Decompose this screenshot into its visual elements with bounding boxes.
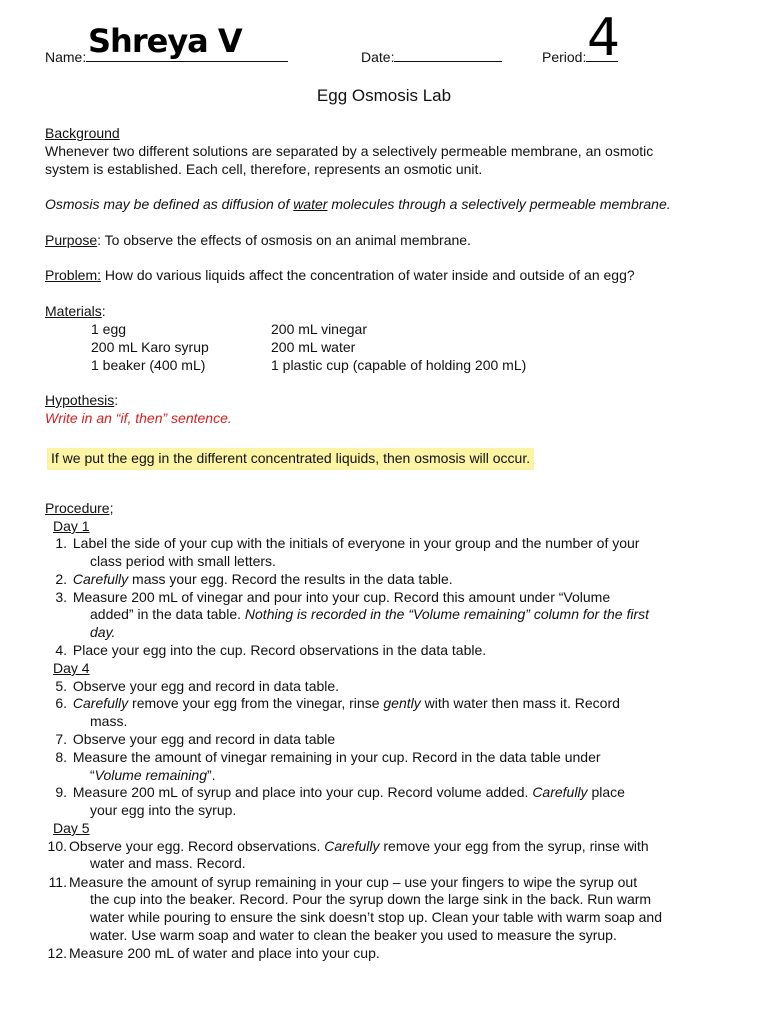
material-left-3: 1 beaker (400 mL) bbox=[91, 357, 206, 373]
step-3-cont: added” in the data table. Nothing is recorded in the “Volume remaining” column for the first bbox=[90, 606, 650, 622]
page-title: Egg Osmosis Lab bbox=[316, 86, 452, 105]
step-2: 2. Carefully mass your egg. Record the results in the data table. bbox=[55, 571, 453, 587]
step-5: 5. Observe your egg and record in data table. bbox=[55, 678, 340, 694]
step-9: 9. Measure 200 mL of syrup and place into your cup. Record volume added. Carefully place bbox=[55, 784, 625, 800]
day-5-heading: Day 5 bbox=[53, 820, 90, 836]
step-11-cont-1: the cup into the beaker. Record. Pour the syrup down the large sink in the back. Run warm bbox=[90, 891, 652, 907]
definition-part-1: Osmosis may be defined as diffusion of bbox=[45, 196, 294, 212]
hypothesis-answer: If we put the egg in the different concentrated liquids, then osmosis will occur. bbox=[47, 448, 534, 470]
step-11-cont-2: water while pouring to ensure the sink doesn’t stop up. Clean your table with warm soap and bbox=[90, 909, 662, 925]
osmosis-definition bbox=[45, 196, 671, 214]
step-1-cont: class period with small letters. bbox=[90, 553, 276, 569]
hypothesis-heading: Hypothesis: bbox=[45, 392, 119, 408]
step-6-cont: mass. bbox=[90, 713, 128, 729]
name-handwritten: Shreya V bbox=[88, 22, 242, 60]
purpose bbox=[45, 232, 471, 250]
date-field bbox=[361, 47, 502, 67]
material-left-1: 1 egg bbox=[91, 321, 127, 337]
purpose-label: Purpose bbox=[45, 232, 98, 248]
problem-label: Problem: bbox=[45, 267, 102, 283]
step-6: 6. Carefully remove your egg from the vinegar, rinse gently with water then mass it. Record bbox=[55, 695, 620, 711]
definition-part-2: molecules through a selectively permeable membrane. bbox=[327, 196, 671, 212]
day-4-heading: Day 4 bbox=[53, 660, 90, 676]
background-line-1: Whenever two different solutions are separated by a selectively permeable membrane, an osmotic bbox=[45, 143, 654, 159]
step-10: 10. Observe your egg. Record observations. Carefully remove your egg from the syrup, rinse with bbox=[47, 838, 649, 854]
step-3-cont-2: day. bbox=[90, 624, 116, 640]
definition-water: water bbox=[293, 196, 328, 212]
problem bbox=[45, 267, 635, 285]
step-8: 8. Measure the amount of vinegar remaining in your cup. Record in the data table under bbox=[55, 749, 601, 765]
purpose-text: : To observe the effects of osmosis on an animal membrane. bbox=[97, 232, 471, 248]
problem-text: How do various liquids affect the concentration of water inside and outside of an egg? bbox=[101, 267, 635, 283]
material-right-1: 200 mL vinegar bbox=[271, 321, 367, 337]
step-9-cont: your egg into the syrup. bbox=[90, 802, 237, 818]
material-right-2: 200 mL water bbox=[271, 339, 356, 355]
materials-label: Materials bbox=[45, 303, 102, 319]
step-1: 1. Label the side of your cup with the initials of everyone in your group and the number of your bbox=[55, 535, 640, 551]
period-label: Period: bbox=[542, 49, 587, 65]
step-10-cont: water and mass. Record. bbox=[90, 855, 246, 871]
step-11: 11. Measure the amount of syrup remaining in your cup – use your fingers to wipe the syrup out bbox=[48, 874, 638, 890]
material-left-2: 200 mL Karo syrup bbox=[91, 339, 209, 355]
date-label: Date: bbox=[361, 49, 395, 65]
step-11-cont-3: water. Use warm soap and water to clean the beaker you used to measure the syrup. bbox=[90, 927, 617, 943]
period-handwritten: 4 bbox=[587, 8, 621, 68]
background-heading: Background bbox=[45, 125, 120, 141]
step-7: 7. Observe your egg and record in data table bbox=[55, 731, 336, 747]
name-label: Name: bbox=[45, 49, 87, 65]
day-1-heading: Day 1 bbox=[53, 518, 90, 534]
step-12: 12. Measure 200 mL of water and place into your cup. bbox=[47, 945, 380, 961]
background-line-2: system is established. Each cell, therefore, represents an osmotic unit. bbox=[45, 161, 483, 177]
hypothesis-label: Hypothesis bbox=[45, 392, 115, 408]
materials-heading: Materials: bbox=[45, 303, 106, 319]
step-8-cont: “Volume remaining”. bbox=[90, 767, 216, 783]
hypothesis-instruction: Write in an “if, then” sentence. bbox=[45, 410, 232, 426]
step-3: 3. Measure 200 mL of vinegar and pour into your cup. Record this amount under “Volume bbox=[55, 589, 611, 605]
material-right-3: 1 plastic cup (capable of holding 200 mL) bbox=[271, 357, 527, 373]
procedure-heading: Procedure; bbox=[45, 500, 114, 516]
step-4: 4. Place your egg into the cup. Record observations in the data table. bbox=[55, 642, 487, 658]
